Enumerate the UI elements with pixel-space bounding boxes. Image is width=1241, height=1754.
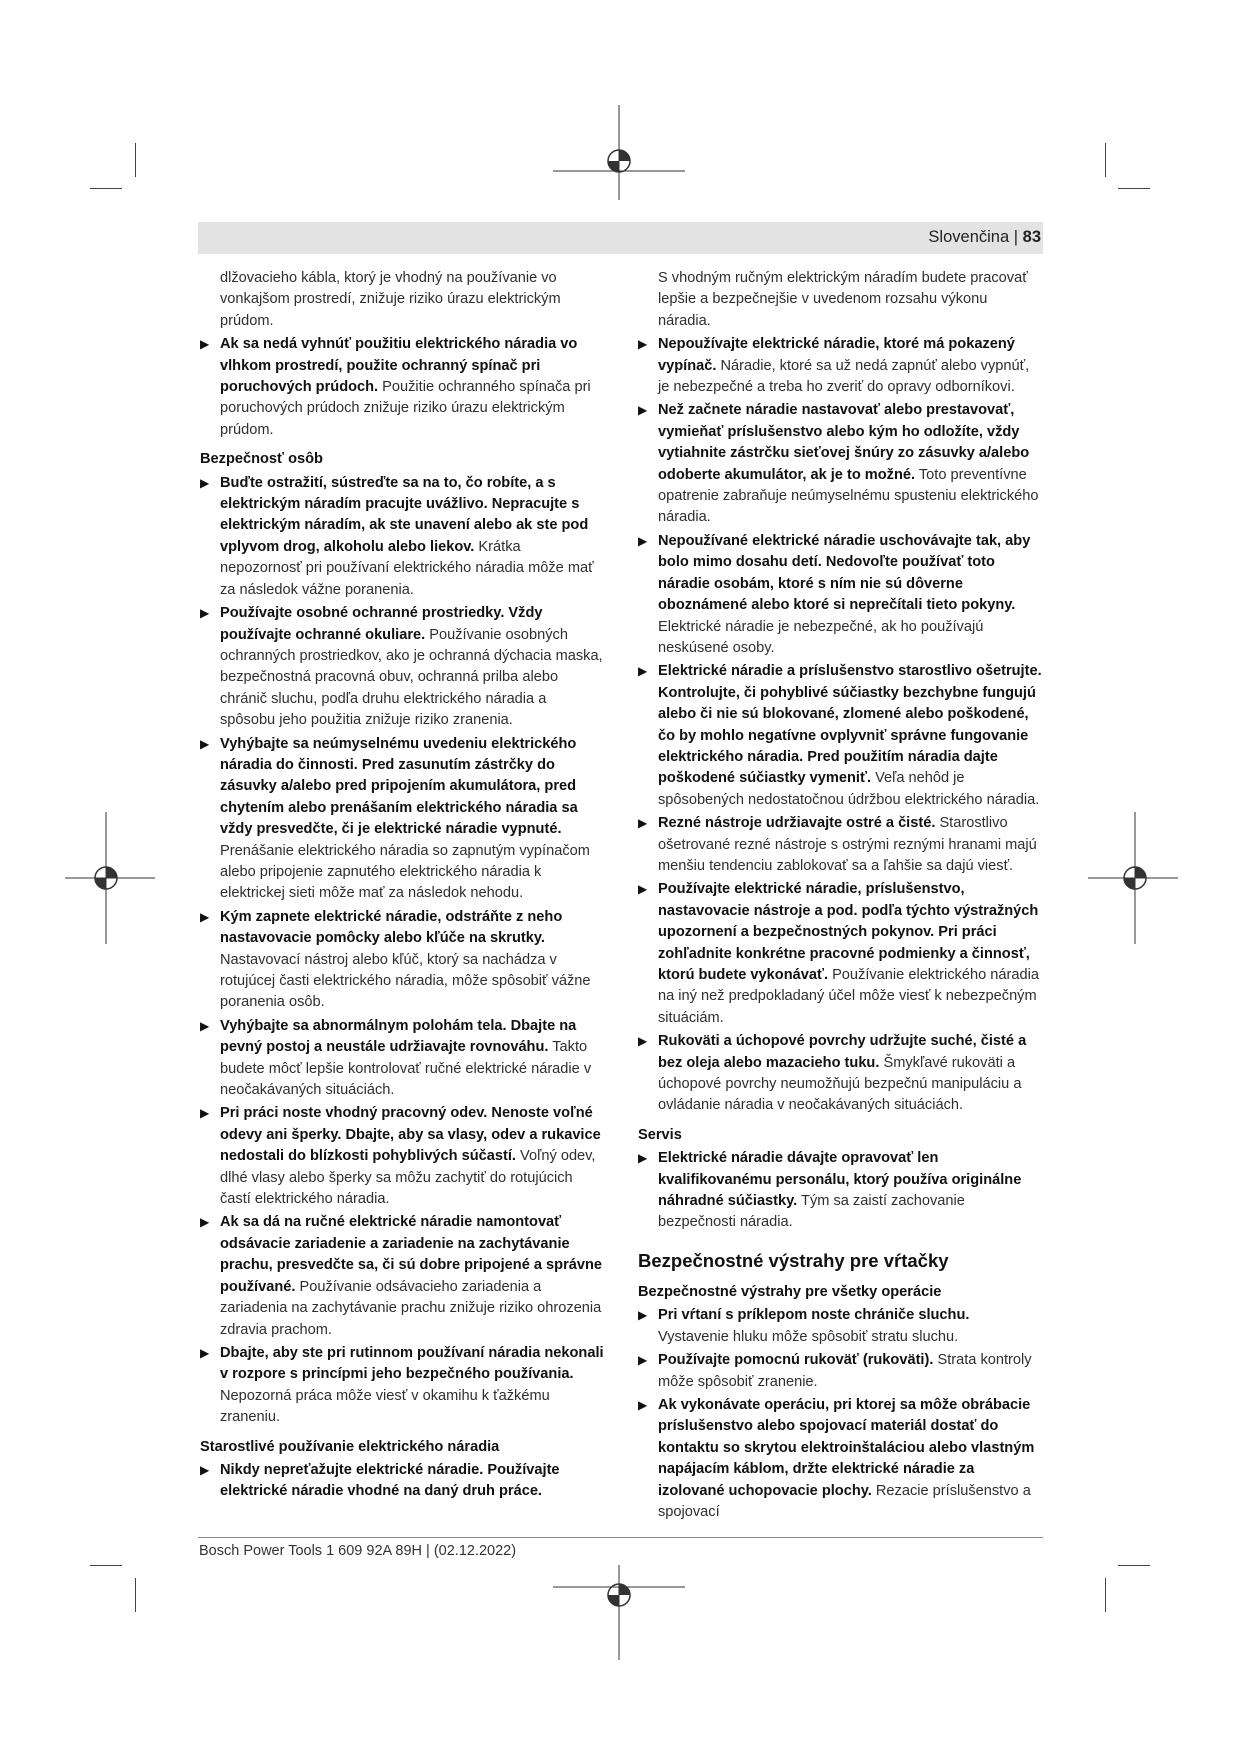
bullet-arrow-icon: ▶ xyxy=(638,816,648,831)
registration-mark-right-icon xyxy=(1088,812,1178,944)
item-text: Elektrické náradie je nebezpečné, ak ho používajú neskúsené osoby. xyxy=(658,618,984,656)
item-bold: Ak sa nedá vyhnúť použitiu elektrického náradia vo vlhkom prostredí, použite ochranný spínač pri poruchových prúdoch. xyxy=(220,336,578,396)
registration-mark-top-icon xyxy=(553,105,685,200)
item-text: Šmykľavé rukoväti a úchopové povrchy neumožňujú bezpečnú manipuláciu a ovládanie náradia v neočakávaných situáciách. xyxy=(658,1054,1022,1114)
item-bold: Ak sa dá na ručné elektrické náradie namontovať odsávacie zariadenie a zariadenie na zachytávanie prachu, presvedčte sa, či sú dobre pripojené a správne používané. xyxy=(220,1214,603,1295)
item-text: Nepozorná práca môže viesť v okamihu k ťažkému zraneniu. xyxy=(220,1387,550,1426)
item-text: Starostlivo ošetrované rezné nástroje s ostrými reznými hranami majú menšiu tendenciu zablokovať sa a ľahšie sa dajú viesť. xyxy=(658,815,1037,874)
crop-mark xyxy=(1118,188,1150,189)
bullet-arrow-icon: ▶ xyxy=(638,337,648,352)
crop-mark xyxy=(135,143,136,177)
page-number: 83 xyxy=(1022,228,1041,246)
list-item xyxy=(638,661,1042,811)
item-bold: Elektrické náradie dávajte opravovať len kvalifikovanému personálu, ktorý používa originálne náhradné súčiastky. xyxy=(658,1150,1022,1210)
item-text: Strata kontroly môže spôsobiť zranenie. xyxy=(658,1352,1032,1390)
list-item xyxy=(638,1305,1042,1348)
right-column xyxy=(638,268,1042,1525)
section-heading: Bezpečnosť osôb xyxy=(200,451,323,468)
header-language: Slovenčina xyxy=(928,228,1010,246)
item-text: Prenášanie elektrického náradia so zapnutým vypínačom alebo pripojenie zapnutého elektrického náradia k elektrickej sieti môže mať za následok nehodu. xyxy=(220,842,590,902)
item-bold: Ak vykonávate operáciu, pri ktorej sa môže obrábacie príslušenstvo alebo spojovací materiál dostať do kontaktu so skrytou elektroinštaláciou alebo vlastným napájacím káblom, držte elektrické náradie za izolované uchopovacie plochy. xyxy=(658,1396,1035,1499)
item-bold: Dbajte, aby ste pri rutinnom používaní náradia nekonali v rozpore s princípmi jeho bezpečného používania. xyxy=(220,1344,604,1383)
item-text: Náradie, ktoré sa už nedá zapnúť alebo vypnúť, je nebezpečné a treba ho zveriť do opravy odborníkovi. xyxy=(658,357,1030,396)
item-bold: Vyhýbajte sa abnormálnym polohám tela. Dbajte na pevný postoj a neustále udržiavajte rovnováhu. xyxy=(220,1017,577,1056)
footer-rule xyxy=(198,1537,1043,1538)
list-item xyxy=(200,603,604,731)
item-text: Rezacie príslušenstvo a spojovací xyxy=(658,1482,1031,1520)
bullet-arrow-icon: ▶ xyxy=(638,1034,648,1049)
item-bold: Používajte osobné ochranné prostriedky. Vždy používajte ochranné okuliare. xyxy=(220,605,543,643)
paragraph-continuation: S vhodným ručným elektrickým náradím budete pracovať lepšie a bezpečnejšie v uvedenom rozsahu výkonu náradia. xyxy=(658,270,1028,329)
item-text: Takto budete môcť lepšie kontrolovať ručné elektrické náradie v neočakávaných situáciách. xyxy=(220,1039,592,1099)
bullet-arrow-icon: ▶ xyxy=(200,606,210,621)
item-text: Používanie elektrického náradia na iný než predpokladaný účel môže viesť k nebezpečným situáciám. xyxy=(658,967,1039,1026)
item-bold: Než začnete náradie nastavovať alebo prestavovať, vymieňať príslušenstvo alebo kým ho odložíte, vždy vytiahnite zástrčku sieťovej šnúry zo zásuvky a/alebo odoberte akumulátor, ak je to možné. xyxy=(658,402,1030,483)
bullet-arrow-icon: ▶ xyxy=(638,1308,648,1323)
crop-mark xyxy=(90,188,122,189)
section-title: Bezpečnostné výstrahy pre vŕtačky xyxy=(638,1249,949,1271)
list-item xyxy=(200,1212,604,1340)
list-item xyxy=(200,1460,604,1503)
bullet-arrow-icon: ▶ xyxy=(200,1462,210,1477)
item-bold: Pri práci noste vhodný pracovný odev. Nenoste voľné odevy ani šperky. Dbajte, aby sa vlasy, odev a rukavice nedostali do blízkosti pohyblivých súčastí. xyxy=(220,1105,601,1165)
bullet-arrow-icon: ▶ xyxy=(638,1397,648,1412)
crop-mark xyxy=(135,1578,136,1612)
item-text: Používanie osobných ochranných prostriedkov, ako je ochranná dýchacia maska, bezpečnostná pracovná obuv, ochranná prilba alebo chránič sluchu, podľa druhu elektrického náradia a spôsobu jeho použitia znižuje riziko zranenia. xyxy=(220,626,603,729)
item-text: Veľa nehôd je spôsobených nedostatočnou údržbou elektrického náradia. xyxy=(658,770,1040,808)
list-item xyxy=(638,334,1042,398)
item-bold: Kým zapnete elektrické náradie, odstráňte z neho nastavovacie pomôcky alebo kľúče na skrutky. xyxy=(220,908,563,947)
bullet-arrow-icon: ▶ xyxy=(200,475,210,490)
list-item xyxy=(638,1350,1042,1393)
list-item xyxy=(638,879,1042,1029)
bullet-arrow-icon: ▶ xyxy=(638,403,648,418)
bullet-arrow-icon: ▶ xyxy=(200,1215,210,1230)
item-text: Krátka nepozornosť pri používaní elektrického náradia môže mať za následok vážne poranenia. xyxy=(220,538,594,598)
registration-mark-bottom-icon xyxy=(553,1565,685,1660)
section-heading: Servis xyxy=(638,1126,682,1143)
bullet-arrow-icon: ▶ xyxy=(200,1106,210,1121)
item-bold: Nepoužívané elektrické náradie uschovávajte tak, aby bolo mimo dosahu detí. Nedovoľte používať toto náradie osobám, ktoré s ním nie sú dôverne oboznámené alebo ktoré si neprečítali tieto pokyny. xyxy=(658,532,1031,614)
item-bold: Vyhýbajte sa neúmyselnému uvedeniu elektrického náradia do činnosti. Pred zasunutím zástrčky do zásuvky a/alebo pred pripojením akumulátora, pred chytením alebo prenášaním elektrického náradia sa vždy presvedčte, či je elektrické náradie vypnuté. xyxy=(220,735,578,838)
bullet-arrow-icon: ▶ xyxy=(638,882,648,897)
item-text: Použitie ochranného spínača pri poruchových prúdoch znižuje riziko úrazu elektrickým prúdom. xyxy=(220,379,591,438)
bullet-arrow-icon: ▶ xyxy=(200,337,210,352)
item-text: Toto preventívne opatrenie zabraňuje neúmyselnému spusteniu elektrického náradia. xyxy=(658,466,1039,526)
page-header xyxy=(928,228,1041,247)
list-item xyxy=(638,1031,1042,1117)
bullet-arrow-icon: ▶ xyxy=(638,533,648,548)
section-heading: Starostlivé používanie elektrického náradia xyxy=(200,1438,500,1455)
list-item xyxy=(200,1103,604,1210)
bullet-arrow-icon: ▶ xyxy=(638,1151,648,1166)
item-bold: Rezné nástroje udržiavajte ostré a čisté. xyxy=(658,815,936,832)
bullet-arrow-icon: ▶ xyxy=(200,736,210,751)
header-band xyxy=(198,222,1043,254)
item-text: Vystavenie hluku môže spôsobiť stratu sluchu. xyxy=(658,1328,959,1345)
item-bold: Používajte elektrické náradie, príslušenstvo, nastavovacie nástroje a pod. podľa týchto výstražných upozornení a bezpečnostných pokynov. Pri práci zohľadnite konkrétne pracovné podmienky a činnosť, ktorú budete vykonávať. xyxy=(658,881,1039,983)
item-bold: Pri vŕtaní s príklepom noste chrániče sluchu. xyxy=(658,1307,970,1324)
list-item xyxy=(638,813,1042,877)
registration-mark-left-icon xyxy=(65,812,155,944)
list-item xyxy=(200,334,604,441)
list-item xyxy=(200,1016,604,1102)
crop-mark xyxy=(90,1565,122,1566)
bullet-arrow-icon: ▶ xyxy=(200,909,210,924)
list-item xyxy=(638,400,1042,528)
list-item xyxy=(638,1148,1042,1234)
section-heading: Bezpečnostné výstrahy pre všetky operácie xyxy=(638,1283,942,1300)
bullet-arrow-icon: ▶ xyxy=(638,664,648,679)
crop-mark xyxy=(1105,1578,1106,1612)
item-bold: Elektrické náradie a príslušenstvo starostlivo ošetrujte. Kontrolujte, či pohyblivé súčiastky bezchybne fungujú alebo či nie sú blokované, zlomené alebo poškodené, čo by mohlo negatívne ovplyvniť správne fungovanie elektrického náradia. Pred použitím náradia dajte poškodené súčiastky vymeniť. xyxy=(658,663,1042,787)
bullet-arrow-icon: ▶ xyxy=(200,1345,210,1360)
list-item xyxy=(200,473,604,601)
item-bold: Používajte pomocnú rukoväť (rukoväti). xyxy=(658,1352,934,1369)
list-item xyxy=(200,1343,604,1429)
paragraph-continuation: dlžovacieho kábla, ktorý je vhodný na používanie vo vonkajšom prostredí, znižuje riziko úrazu elektrickým prúdom. xyxy=(220,270,561,329)
list-item xyxy=(200,734,604,905)
left-column xyxy=(200,268,604,1505)
item-text: Nastavovací nástroj alebo kľúč, ktorý sa nachádza v rotujúcej časti elektrického náradia, môže spôsobiť vážne poranenia osôb. xyxy=(220,951,591,1011)
item-text: Tým sa zaistí zachovanie bezpečnosti náradia. xyxy=(658,1193,965,1231)
header-separator: | xyxy=(1013,228,1019,246)
crop-mark xyxy=(1105,143,1106,177)
bullet-arrow-icon: ▶ xyxy=(638,1353,648,1368)
list-item xyxy=(200,907,604,1014)
item-text: Voľný odev, dlhé vlasy alebo šperky sa môžu zachytiť do rotujúcich častí elektrického náradia. xyxy=(220,1148,596,1208)
list-item xyxy=(638,531,1042,659)
item-text: Používanie odsávacieho zariadenia a zariadenia na zachytávanie prachu znižuje riziko ohrozenia zdravia prachom. xyxy=(220,1278,602,1338)
list-item xyxy=(638,1395,1042,1523)
item-bold: Nepoužívajte elektrické náradie, ktoré má pokazený vypínač. xyxy=(658,336,1015,374)
crop-mark xyxy=(1118,1565,1150,1566)
item-bold: Rukoväti a úchopové povrchy udržujte suché, čisté a bez oleja alebo mazacieho tuku. xyxy=(658,1033,1027,1071)
page-footer: Bosch Power Tools 1 609 92A 89H | (02.12.2022) xyxy=(199,1543,517,1559)
item-bold: Nikdy nepreťažujte elektrické náradie. Používajte elektrické náradie vhodné na daný druh práce. xyxy=(220,1461,560,1500)
bullet-arrow-icon: ▶ xyxy=(200,1018,210,1033)
item-bold: Buďte ostražití, sústreďte sa na to, čo robíte, a s elektrickým náradím pracujte uvážlivo. Nepracujte s elektrickým náradím, ak ste unavení alebo ak ste pod vplyvom drog, alkoholu alebo liekov. xyxy=(220,474,589,555)
